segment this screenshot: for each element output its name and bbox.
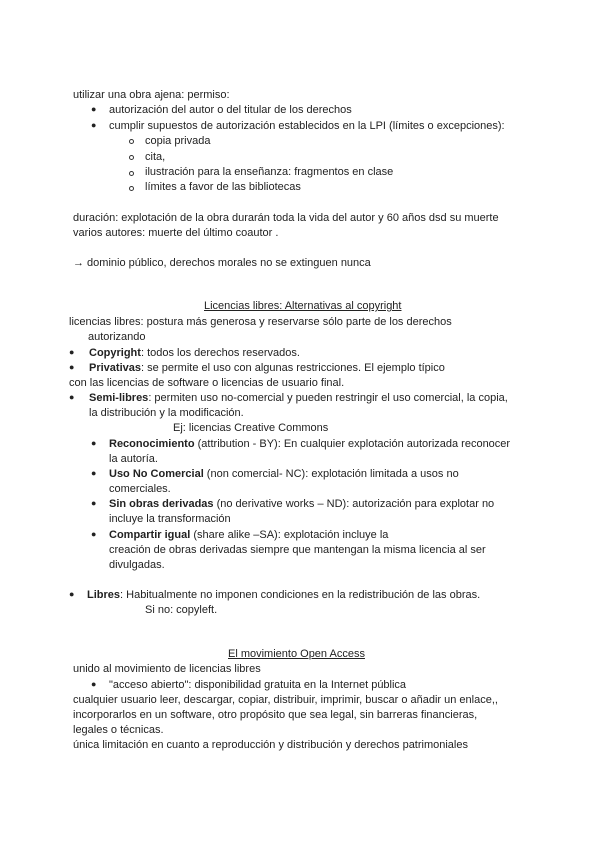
- compartir-item: [109, 528, 388, 542]
- permiso-intro: utilizar una obra ajena: permiso:: [73, 89, 230, 101]
- sinobras-term: Sin obras derivadas: [109, 498, 214, 510]
- copyright-text: : todos los derechos reservados.: [140, 347, 300, 359]
- privativas-text: : se permite el uso con algunas restricciones. El ejemplo típico: [140, 362, 445, 374]
- cc-example: Ej: licencias Creative Commons: [173, 422, 329, 434]
- circle-bullet-icon: [129, 139, 134, 144]
- duracion-line-2: varios autores: muerte del último coautor .: [73, 227, 279, 239]
- permiso-subitem-2: cita,: [145, 151, 166, 163]
- circle-bullet-icon: [129, 186, 134, 191]
- circle-bullet-icon: [129, 171, 134, 176]
- permiso-item-2: cumplir supuestos de autorización establecidos en la LPI (límites o excepciones):: [109, 120, 505, 132]
- reconocimiento-term: Reconocimiento: [109, 438, 195, 450]
- privativas-item: [89, 361, 445, 375]
- bullet-icon: ●: [69, 589, 75, 599]
- copyright-term: Copyright: [89, 347, 141, 359]
- dominio-publico-line: → dominio público, derechos morales no se extinguen nunca: [73, 257, 371, 269]
- licencias-intro-1: licencias libres: postura más generosa y reservarse sólo parte de los derechos: [69, 316, 452, 328]
- permiso-subitem-1: copia privada: [145, 135, 211, 147]
- reconocimiento-text-2: la autoría.: [109, 453, 158, 465]
- sinobras-item: [109, 497, 494, 511]
- acceso-abierto-item: "acceso abierto": disponibilidad gratuita en la Internet pública: [109, 679, 407, 691]
- semilibres-term: Semi-libres: [89, 392, 149, 404]
- compartir-text: (share alike –SA): explotación incluye la: [190, 529, 389, 541]
- permiso-subitem-3: ilustración para la enseñanza: fragmentos en clase: [145, 166, 394, 178]
- bullet-icon: ●: [91, 120, 97, 130]
- semilibres-text-2: la distribución y la modificación.: [89, 407, 244, 419]
- reconocimiento-text: (attribution - BY): En cualquier explotación autorizada reconocer: [194, 438, 511, 450]
- open-access-line-4: única limitación en cuanto a reproducción y distribución y derechos patrimoniales: [73, 739, 468, 751]
- libres-text: : Habitualmente no imponen condiciones en la redistribución de las obras.: [120, 589, 481, 601]
- nocomercial-text: (non comercial- NC): explotación limitada a usos no: [203, 468, 459, 480]
- permiso-subitem-4: límites a favor de las bibliotecas: [145, 181, 301, 193]
- open-access-intro: unido al movimiento de licencias libres: [73, 663, 261, 675]
- nocomercial-text-2: comerciales.: [109, 483, 171, 495]
- compartir-text-3: divulgadas.: [109, 559, 165, 571]
- bullet-icon: ●: [91, 498, 97, 508]
- compartir-term: Compartir igual: [109, 529, 191, 541]
- licencias-intro-2: autorizando: [88, 331, 146, 343]
- bullet-icon: ●: [69, 347, 75, 357]
- bullet-icon: ●: [91, 679, 97, 689]
- bullet-icon: ●: [91, 529, 97, 539]
- duracion-line-1: duración: explotación de la obra durarán toda la vida del autor y 60 años dsd su muerte: [73, 212, 499, 224]
- nocomercial-item: [109, 467, 459, 481]
- privativas-text-2: con las licencias de software o licencias de usuario final.: [69, 377, 345, 389]
- bullet-icon: ●: [91, 104, 97, 114]
- bullet-icon: ●: [91, 468, 97, 478]
- privativas-term: Privativas: [89, 362, 141, 374]
- bullet-icon: ●: [69, 392, 75, 402]
- open-access-line-2: incorporarlos en un software, otro propósito que sea legal, sin barreras financieras,: [73, 709, 478, 721]
- circle-bullet-icon: [129, 155, 134, 160]
- open-access-line-1: cualquier usuario leer, descargar, copiar, distribuir, imprimir, buscar o añadir un enlace,,: [73, 694, 498, 706]
- compartir-text-2: creación de obras derivadas siempre que mantengan la misma licencia al ser: [109, 544, 486, 556]
- licencias-heading: Licencias libres: Alternativas al copyright: [204, 300, 402, 312]
- libres-term: Libres: [87, 589, 121, 601]
- libres-text-2: Si no: copyleft.: [145, 604, 218, 616]
- bullet-icon: ●: [69, 362, 75, 372]
- open-access-line-3: legales o técnicas.: [73, 724, 164, 736]
- semilibres-item: [89, 391, 508, 405]
- semilibres-text: : permiten uso no-comercial y pueden restringir el uso comercial, la copia,: [148, 392, 508, 404]
- open-access-heading: El movimiento Open Access: [228, 648, 365, 660]
- reconocimiento-item: [109, 437, 510, 451]
- sinobras-text-2: incluye la transformación: [109, 513, 231, 525]
- sinobras-text: (no derivative works – ND): autorización para explotar no: [213, 498, 495, 510]
- nocomercial-term: Uso No Comercial: [109, 468, 204, 480]
- bullet-icon: ●: [91, 438, 97, 448]
- copyright-item: [89, 346, 300, 360]
- libres-item: [87, 588, 480, 602]
- permiso-item-1: autorización del autor o del titular de los derechos: [109, 104, 352, 116]
